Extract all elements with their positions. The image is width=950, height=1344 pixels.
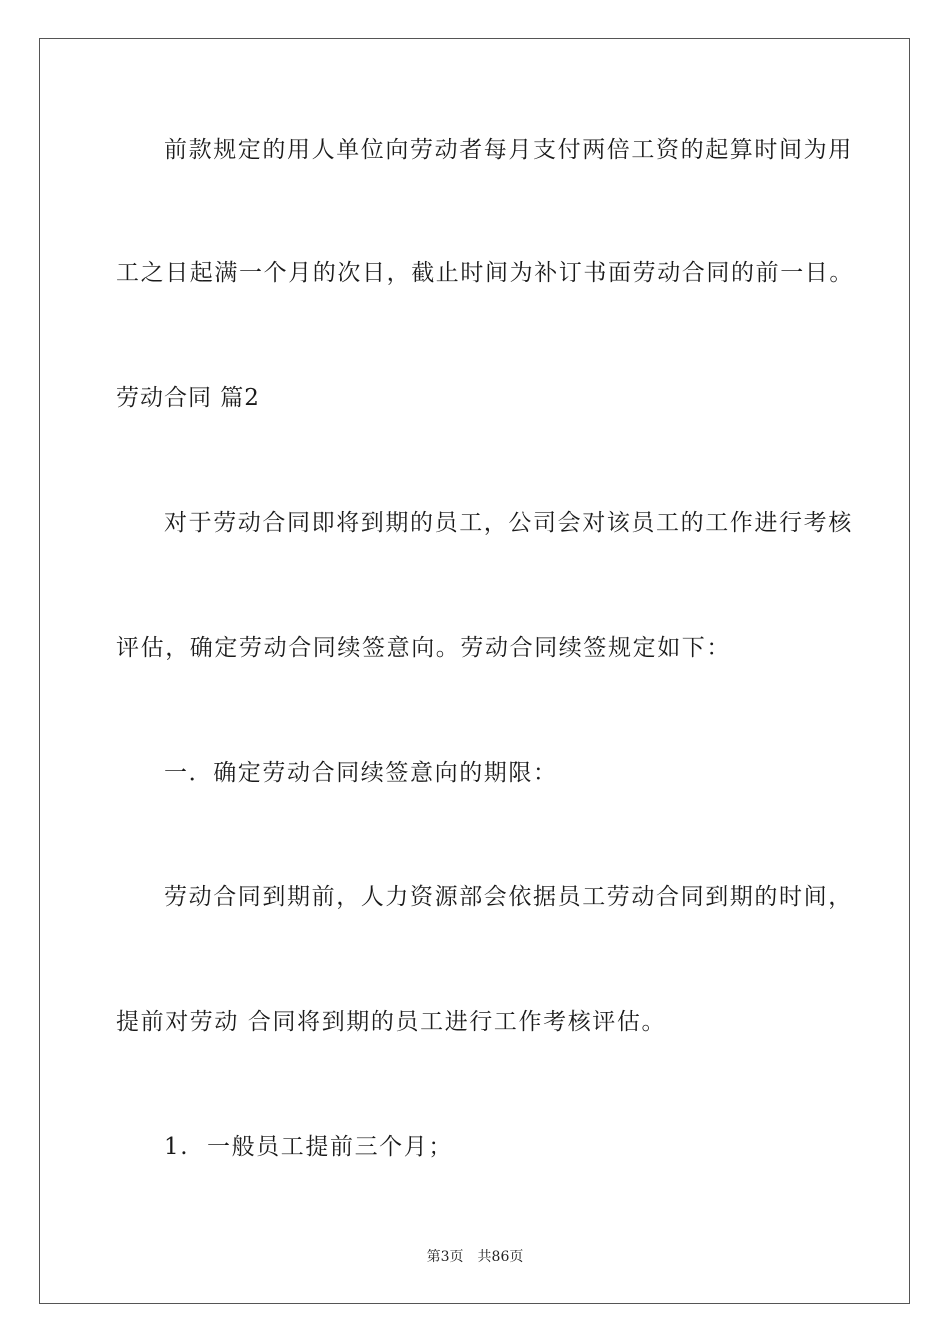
page-total: 共86页 xyxy=(477,1249,524,1265)
paragraph-line-5: 劳动合同到期前，人力资源部会依据员工劳动合同到期的时间， xyxy=(164,884,853,910)
paragraph-line-1: 前款规定的用人单位向劳动者每月支付两倍工资的起算时间为用 xyxy=(164,137,853,163)
page-footer xyxy=(0,1247,950,1267)
paragraph-line-4: 评估，确定劳动合同续签意向。劳动合同续签规定如下： xyxy=(116,635,731,661)
page-number: 第3页 xyxy=(426,1249,464,1265)
list-item-1: 1. 一般员工提前三个月； xyxy=(164,1134,453,1160)
page-border xyxy=(39,38,910,1304)
list-heading: 一．确定劳动合同续签意向的期限： xyxy=(164,760,558,786)
paragraph-line-2: 工之日起满一个月的次日，截止时间为补订书面劳动合同的前一日。 xyxy=(116,260,854,286)
section-heading: 劳动合同 篇2 xyxy=(116,385,260,411)
paragraph-line-6: 提前对劳动 合同将到期的员工进行工作考核评估。 xyxy=(116,1009,667,1035)
paragraph-line-3: 对于劳动合同即将到期的员工，公司会对该员工的工作进行考核 xyxy=(164,510,853,536)
